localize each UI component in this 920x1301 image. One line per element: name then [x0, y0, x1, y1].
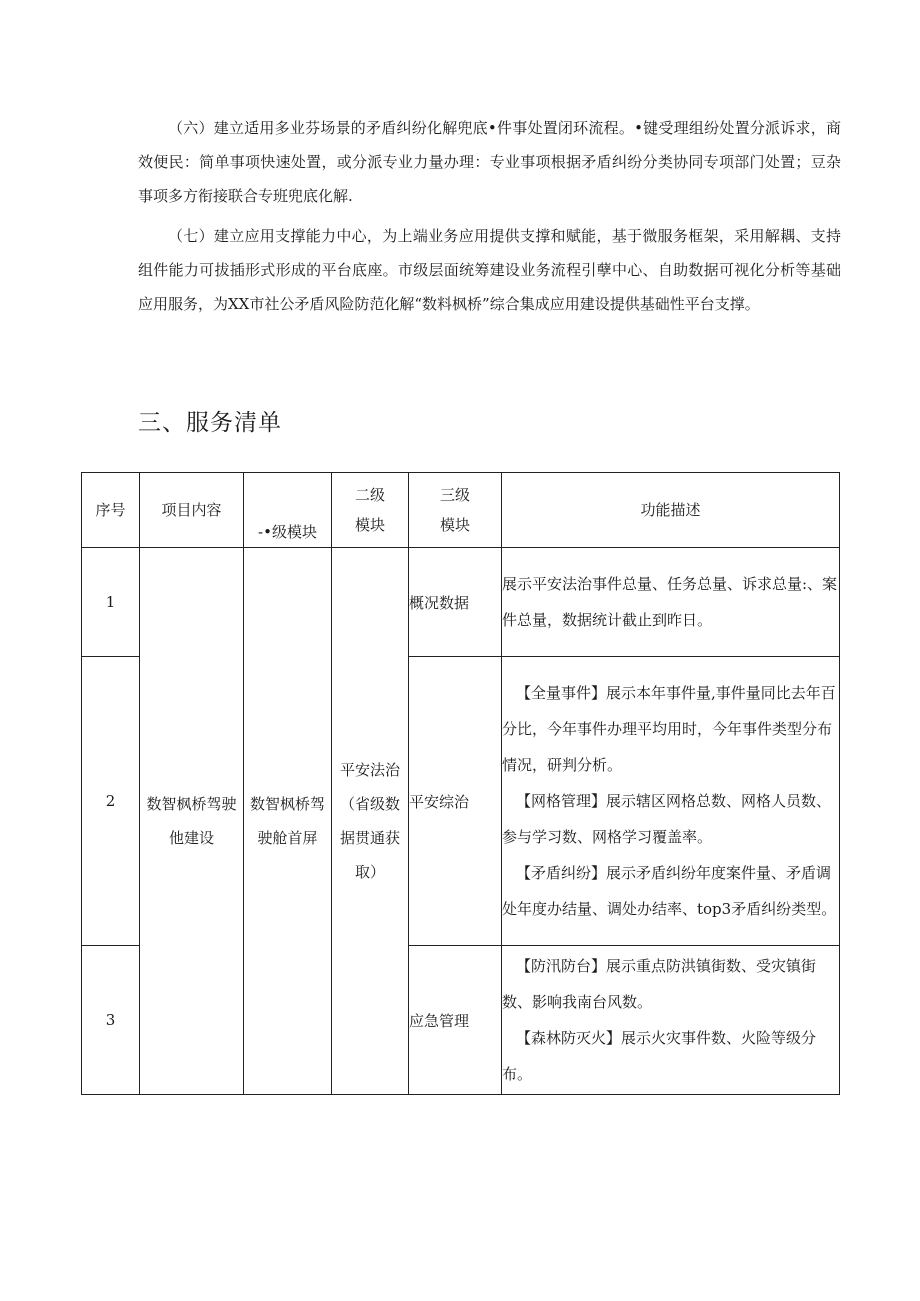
- header-seq: 序号: [82, 473, 140, 548]
- row-1-desc: [502, 548, 840, 657]
- row-3-desc-forest-fire: 【森林防灭火】展示火灾事件数、火险等级分布。: [502, 1029, 817, 1083]
- header-level1: -•级模块: [244, 473, 332, 548]
- row-2-desc-grid-management: 【网格管理】展示辖区网格总数、网格人员数、参与学习数、网格学习覆盖率。: [502, 792, 832, 846]
- header-level2-line1: 二级: [354, 486, 385, 504]
- row-2-desc-disputes: 【矛盾纠纷】展示矛盾纠纷年度案件量、矛盾调处年度办结量、调处办结率、top3矛盾纠纷类型。: [502, 864, 837, 918]
- header-level2-line2: 模块: [354, 516, 385, 534]
- row-2-seq: 2: [82, 657, 140, 946]
- level1-cell: 数智枫桥驾驶舱首屏: [244, 548, 332, 1095]
- row-2-desc: [502, 657, 840, 946]
- header-level2: [332, 473, 409, 548]
- row-1-seq: 1: [82, 548, 140, 657]
- row-3-level3: 应急管理: [409, 946, 502, 1095]
- header-desc: 功能描述: [502, 473, 840, 548]
- table-row: [82, 548, 840, 657]
- row-2-desc-full-events: 【全量事件】展示本年事件量,事件量同比去年百分比，今年事件办理平均用时，今年事件类型分布情况，研判分析。: [502, 684, 836, 774]
- paragraph-item-7: （七）建立应用支撑能力中心，为上端业务应用提供支撑和赋能，基于微服务框架，采用解耦、支持组件能力可拔插形式形成的平台底座。市级层面统筹建设业务流程引孽中心、自助数据可视化分析等基础应用服务，为XX市社公矛盾风险防范化解“数料枫桥”综合集成应用建设提供基础性平台支撑。: [138, 227, 841, 313]
- header-level3-line1: 三级: [439, 486, 470, 504]
- paragraph-item-6: （六）建立适用多业芬场景的矛盾纠纷化解兜底•件事处置闭环流程。•键受理组纷处置分派诉求，商效便民：简单事项快速处置，或分派专业力量办理：专业事项根据矛盾纠纷分类协同专项部门处置；豆杂事项多方衔接联合专班兜底化解.: [138, 119, 841, 205]
- header-level3-line2: 模块: [439, 516, 470, 534]
- row-1-desc-text: 展示平安法治事件总量、任务总量、诉求总量:、案件总量，数据统计截止到昨日。: [502, 575, 838, 629]
- row-3-desc-flood: 【防汛防台】展示重点防洪镇街数、受灾镇街数、影响我南台风数。: [502, 957, 817, 1011]
- service-list-table: [81, 472, 840, 1095]
- project-cell: 数智枫桥驾驶他建设: [140, 548, 244, 1095]
- section-title: 三、服务清单: [138, 410, 282, 436]
- row-3-seq: 3: [82, 946, 140, 1095]
- row-3-desc: [502, 946, 840, 1095]
- table-header-row: [82, 473, 840, 548]
- header-level3: [409, 473, 502, 548]
- header-project: 项目内容: [140, 473, 244, 548]
- row-2-level3: 平安综治: [409, 657, 502, 946]
- level2-cell: 平安法治（省级数据贯通获取）: [332, 548, 409, 1095]
- row-1-level3: 概况数据: [409, 548, 502, 657]
